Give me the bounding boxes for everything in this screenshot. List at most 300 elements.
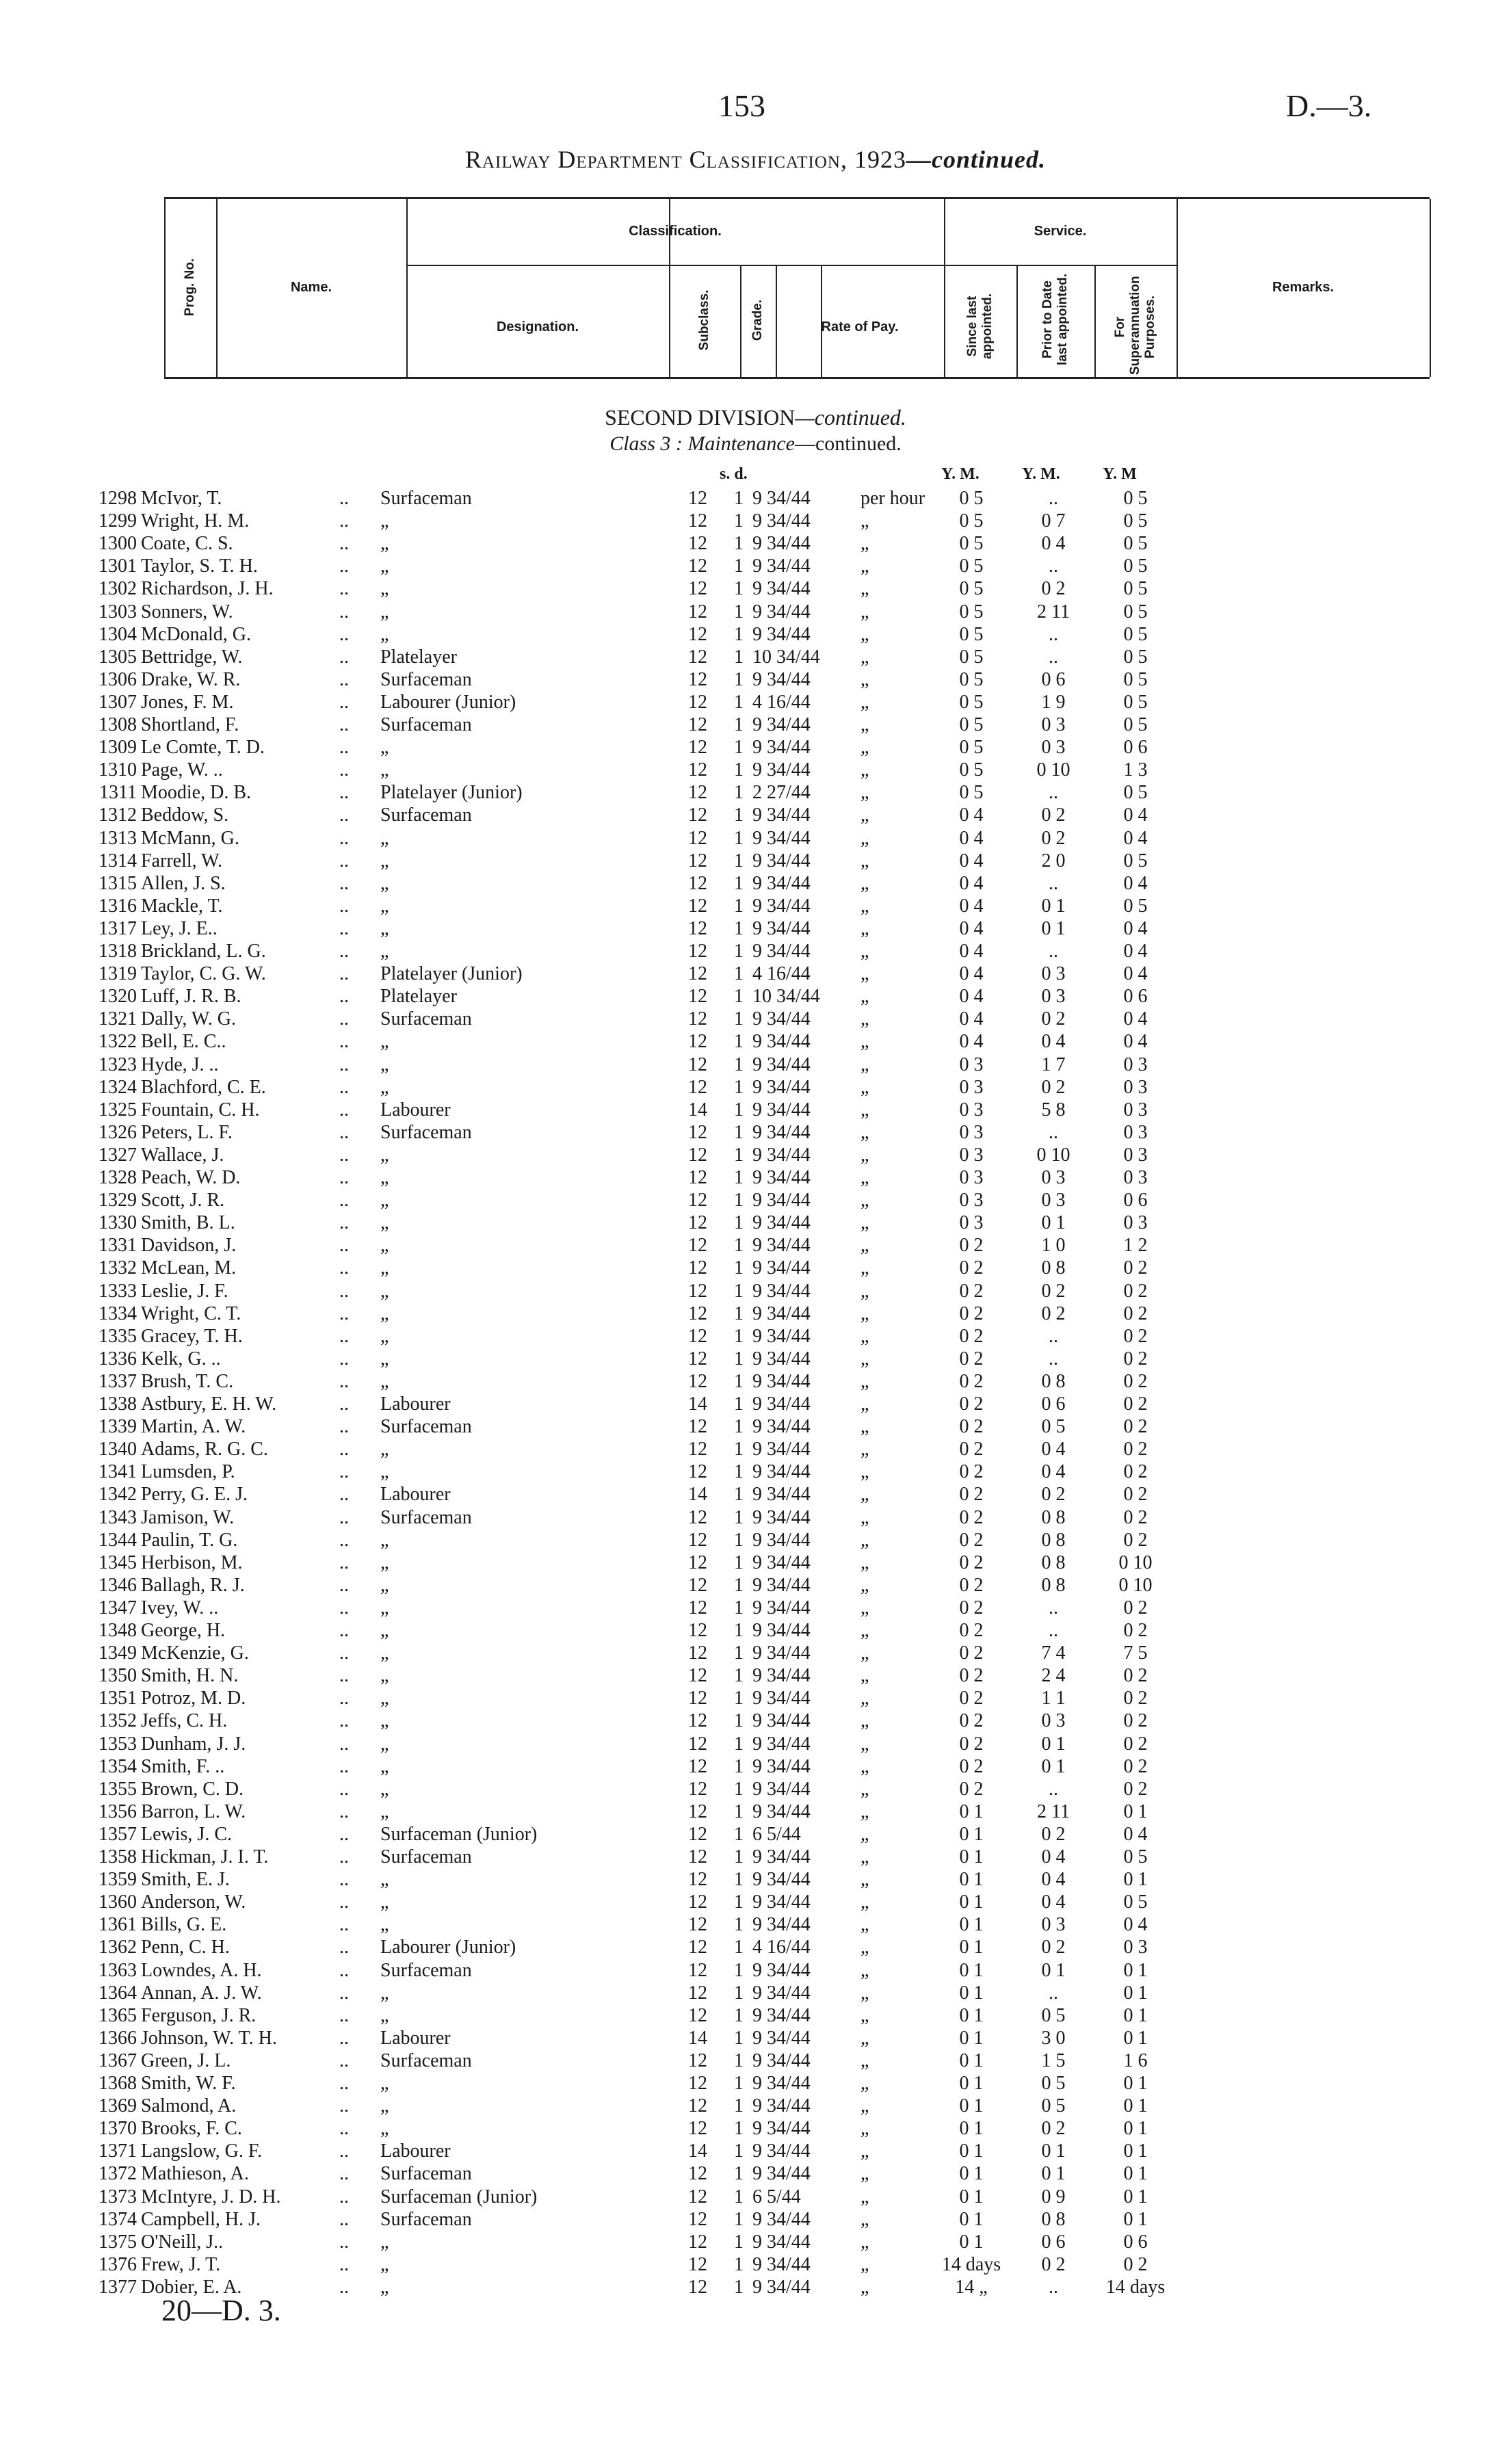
table-row (0, 1053, 1511, 1076)
table-row (0, 1121, 1511, 1144)
table-row (0, 1982, 1511, 2004)
row-subclass: 12 (688, 2004, 707, 2026)
row-since-last: 0 2 (959, 1574, 984, 1596)
row-super: 0 4 (1123, 1914, 1148, 1936)
row-since-last: 0 2 (959, 1416, 984, 1438)
row-per: „ (860, 827, 869, 849)
row-prior: 0 1 (1041, 1212, 1066, 1234)
row-since-last: 0 2 (959, 1506, 984, 1528)
row-since-last: 0 4 (959, 1008, 984, 1030)
row-number: 1302 (98, 578, 137, 600)
row-rate: 10 34/44 (752, 986, 820, 1008)
row-number: 1377 (98, 2276, 137, 2298)
row-designation: „ (380, 1280, 389, 1302)
row-number: 1347 (98, 1597, 137, 1618)
leader-dots: .. (339, 1823, 349, 1845)
row-grade: 1 (734, 1937, 744, 1958)
row-number: 1339 (98, 1416, 137, 1438)
row-number: 1298 (98, 488, 137, 509)
row-subclass: 12 (688, 1439, 707, 1460)
row-number: 1305 (98, 646, 137, 668)
table-row (0, 1936, 1511, 1958)
row-number: 1330 (98, 1212, 137, 1234)
row-number: 1314 (98, 850, 137, 871)
row-per: „ (860, 2276, 869, 2298)
row-per: „ (860, 1597, 869, 1618)
row-name: Adams, R. G. C. (141, 1439, 268, 1460)
row-super: 0 4 (1123, 1031, 1148, 1053)
row-subclass: 12 (688, 1733, 707, 1755)
row-subclass: 12 (688, 850, 707, 871)
leader-dots: .. (339, 714, 349, 735)
table-row (0, 668, 1511, 691)
row-super: 0 4 (1123, 1008, 1148, 1030)
row-subclass: 14 (688, 1393, 707, 1415)
row-designation: „ (380, 601, 389, 622)
row-grade: 1 (734, 2186, 744, 2207)
row-rate: 10 34/44 (752, 646, 820, 668)
row-designation: Platelayer (380, 646, 457, 668)
leader-dots: .. (339, 963, 349, 985)
row-name: Page, W. .. (141, 759, 223, 781)
leader-dots: .. (339, 2276, 349, 2298)
row-name: McIntyre, J. D. H. (141, 2186, 281, 2207)
row-rate: 9 34/44 (752, 1370, 811, 1392)
row-name: Potroz, M. D. (141, 1688, 246, 1709)
row-number: 1300 (98, 533, 137, 555)
row-prior: 0 3 (1041, 1190, 1066, 1211)
row-prior: 0 2 (1041, 2253, 1066, 2275)
row-designation: „ (380, 1348, 389, 1369)
table-row (0, 1959, 1511, 1982)
row-designation: Labourer (380, 1393, 451, 1415)
row-grade: 1 (734, 917, 744, 939)
row-since-last: 0 1 (959, 1823, 984, 1845)
row-rate: 9 34/44 (752, 2276, 811, 2298)
row-grade: 1 (734, 1167, 744, 1188)
leader-dots: .. (339, 1167, 349, 1188)
row-subclass: 14 (688, 1099, 707, 1120)
row-super: 0 6 (1123, 1190, 1148, 1211)
row-per: „ (860, 2004, 869, 2026)
row-grade: 1 (734, 555, 744, 577)
row-subclass: 12 (688, 1823, 707, 1845)
row-grade: 1 (734, 2140, 744, 2162)
row-grade: 1 (734, 1642, 744, 1664)
row-prior: 2 4 (1041, 1665, 1066, 1687)
row-name: Brush, T. C. (141, 1370, 234, 1392)
row-grade: 1 (734, 1778, 744, 1800)
row-per: „ (860, 1370, 869, 1392)
row-rate: 9 34/44 (752, 759, 811, 781)
row-designation: Surfaceman (380, 668, 472, 690)
row-designation: „ (380, 2073, 389, 2094)
row-grade: 1 (734, 2163, 744, 2185)
row-name: Lewis, J. C. (141, 1823, 232, 1845)
row-grade: 1 (734, 1982, 744, 2004)
row-subclass: 12 (688, 1121, 707, 1143)
table-row (0, 2186, 1511, 2208)
row-since-last: 0 1 (959, 2004, 984, 2026)
row-per: „ (860, 1099, 869, 1120)
row-designation: „ (380, 941, 389, 962)
row-grade: 1 (734, 1914, 744, 1936)
table-row (0, 532, 1511, 555)
row-grade: 1 (734, 1869, 744, 1891)
table-row (0, 1438, 1511, 1460)
leader-dots: .. (339, 1710, 349, 1732)
row-per: „ (860, 1302, 869, 1324)
row-super: 0 1 (1123, 2027, 1148, 2049)
table-row (0, 1370, 1511, 1393)
row-since-last: 0 4 (959, 804, 984, 826)
row-super: 0 5 (1123, 533, 1148, 555)
row-since-last: 0 5 (959, 533, 984, 555)
row-number: 1355 (98, 1778, 137, 1800)
row-rate: 9 34/44 (752, 1733, 811, 1755)
row-super: 14 days (1105, 2276, 1166, 2298)
row-since-last: 0 2 (959, 1551, 984, 1573)
table-row (0, 1574, 1511, 1597)
row-super: 0 6 (1123, 986, 1148, 1008)
row-rate: 9 34/44 (752, 1348, 811, 1369)
header-remarks: Remarks. (1272, 280, 1335, 295)
row-prior: 7 4 (1041, 1642, 1066, 1664)
leader-dots: .. (339, 1484, 349, 1506)
table-row (0, 1823, 1511, 1846)
row-super: 0 2 (1123, 1733, 1148, 1755)
table-row (0, 2049, 1511, 2072)
row-number: 1309 (98, 737, 137, 759)
row-since-last: 0 2 (959, 1280, 984, 1302)
row-subclass: 12 (688, 2118, 707, 2140)
row-name: Martin, A. W. (141, 1416, 246, 1438)
row-per: „ (860, 1325, 869, 1347)
row-designation: „ (380, 1597, 389, 1618)
row-designation: Surfaceman (380, 1506, 472, 1528)
row-super: 0 5 (1123, 601, 1148, 622)
row-name: Taylor, C. G. W. (141, 963, 266, 985)
class-name: Maintenance (687, 432, 795, 455)
row-prior: 0 8 (1041, 1574, 1066, 1596)
row-grade: 1 (734, 2231, 744, 2253)
row-number: 1336 (98, 1348, 137, 1369)
row-grade: 1 (734, 1551, 744, 1573)
row-prior: 0 3 (1041, 737, 1066, 759)
row-since-last: 0 5 (959, 578, 984, 600)
row-name: Ley, J. E.. (141, 917, 218, 939)
row-subclass: 12 (688, 1302, 707, 1324)
row-super: 0 2 (1123, 1620, 1148, 1641)
unit-super: Y. M (1103, 465, 1137, 483)
row-subclass: 12 (688, 1620, 707, 1641)
row-grade: 1 (734, 1031, 744, 1053)
leader-dots: .. (339, 555, 349, 577)
row-rate: 9 34/44 (752, 2073, 811, 2094)
leader-dots: .. (339, 1755, 349, 1777)
row-designation: „ (380, 917, 389, 939)
row-number: 1334 (98, 1302, 137, 1324)
leader-dots: .. (339, 2253, 349, 2275)
row-rate: 9 34/44 (752, 1325, 811, 1347)
row-since-last: 0 4 (959, 850, 984, 871)
row-super: 0 5 (1123, 895, 1148, 917)
row-name: Leslie, J. F. (141, 1280, 228, 1302)
row-designation: Surfaceman (380, 488, 472, 509)
row-since-last: 0 5 (959, 714, 984, 735)
row-number: 1353 (98, 1733, 137, 1755)
row-rate: 9 34/44 (752, 510, 811, 532)
row-number: 1358 (98, 1846, 137, 1867)
row-since-last: 0 5 (959, 555, 984, 577)
row-number: 1333 (98, 1280, 137, 1302)
row-grade: 1 (734, 1121, 744, 1143)
row-subclass: 12 (688, 623, 707, 645)
row-rate: 9 34/44 (752, 1846, 811, 1867)
row-designation: „ (380, 1461, 389, 1483)
leader-dots: .. (339, 1869, 349, 1891)
row-number: 1306 (98, 668, 137, 690)
table-row (0, 940, 1511, 962)
row-grade: 1 (734, 2118, 744, 2140)
row-number: 1374 (98, 2208, 137, 2230)
row-grade: 1 (734, 1620, 744, 1641)
leader-dots: .. (339, 804, 349, 826)
row-rate: 9 34/44 (752, 850, 811, 871)
row-number: 1316 (98, 895, 137, 917)
row-name: Perry, G. E. J. (141, 1484, 248, 1506)
row-per: „ (860, 1642, 869, 1664)
row-subclass: 12 (688, 691, 707, 713)
row-designation: Platelayer (380, 986, 457, 1008)
table-row (0, 1868, 1511, 1891)
row-prior: 0 6 (1041, 668, 1066, 690)
row-since-last: 0 5 (959, 510, 984, 532)
table-row (0, 1415, 1511, 1438)
row-since-last: 0 5 (959, 691, 984, 713)
row-rate: 9 34/44 (752, 1665, 811, 1687)
leader-dots: .. (339, 1642, 349, 1664)
table-row (0, 1211, 1511, 1234)
row-super: 0 2 (1123, 2253, 1148, 2275)
row-name: Taylor, S. T. H. (141, 555, 258, 577)
row-prior: 0 2 (1041, 1008, 1066, 1030)
row-since-last: 0 4 (959, 895, 984, 917)
row-since-last: 0 4 (959, 917, 984, 939)
row-designation: Surfaceman (380, 1959, 472, 1981)
row-per: „ (860, 1144, 869, 1166)
table-row (0, 1099, 1511, 1121)
row-per: „ (860, 759, 869, 781)
row-prior: 0 3 (1041, 1167, 1066, 1188)
row-name: Beddow, S. (141, 804, 229, 826)
row-name: McKenzie, G. (141, 1642, 249, 1664)
row-prior: 0 8 (1041, 1370, 1066, 1392)
row-subclass: 12 (688, 1235, 707, 1257)
row-grade: 1 (734, 1416, 744, 1438)
row-grade: 1 (734, 986, 744, 1008)
leader-dots: .. (339, 1439, 349, 1460)
row-designation: Labourer (380, 2140, 451, 2162)
leader-dots: .. (339, 1325, 349, 1347)
row-since-last: 0 2 (959, 1235, 984, 1257)
leader-dots: .. (339, 1574, 349, 1596)
table-header (164, 197, 1430, 379)
row-prior: 0 1 (1041, 1959, 1066, 1981)
row-designation: „ (380, 737, 389, 759)
row-name: Brickland, L. G. (141, 941, 266, 962)
row-prior: 1 7 (1041, 1053, 1066, 1075)
row-prior: 0 2 (1041, 804, 1066, 826)
row-grade: 1 (734, 533, 744, 555)
row-since-last: 14 days (941, 2253, 1001, 2275)
row-number: 1320 (98, 986, 137, 1008)
row-name: Hyde, J. .. (141, 1053, 219, 1075)
row-since-last: 0 1 (959, 2073, 984, 2094)
row-designation: „ (380, 2276, 389, 2298)
table-row (0, 2027, 1511, 2049)
row-name: Dally, W. G. (141, 1008, 236, 1030)
row-super: 0 2 (1123, 1325, 1148, 1347)
row-super: 1 6 (1123, 2049, 1148, 2071)
row-since-last: 0 2 (959, 1529, 984, 1551)
row-grade: 1 (734, 510, 744, 532)
row-grade: 1 (734, 1461, 744, 1483)
row-name: Astbury, E. H. W. (141, 1393, 277, 1415)
row-per: „ (860, 895, 869, 917)
row-prior: 0 5 (1041, 2073, 1066, 2094)
row-rate: 9 34/44 (752, 533, 811, 555)
row-subclass: 12 (688, 646, 707, 668)
row-since-last: 0 1 (959, 2208, 984, 2230)
row-rate: 9 34/44 (752, 1620, 811, 1641)
division-title: SECOND DIVISION (605, 405, 796, 430)
leader-dots: .. (339, 1212, 349, 1234)
row-super: 0 5 (1123, 691, 1148, 713)
row-number: 1365 (98, 2004, 137, 2026)
leader-dots: .. (339, 1506, 349, 1528)
row-designation: „ (380, 2095, 389, 2117)
row-grade: 1 (734, 1733, 744, 1755)
leader-dots: .. (339, 1620, 349, 1641)
row-subclass: 12 (688, 1167, 707, 1188)
row-rate: 9 34/44 (752, 2253, 811, 2275)
row-designation: „ (380, 1031, 389, 1053)
row-grade: 1 (734, 691, 744, 713)
row-super: 0 2 (1123, 1597, 1148, 1618)
row-since-last: 0 2 (959, 1439, 984, 1460)
row-subclass: 12 (688, 533, 707, 555)
row-since-last: 0 1 (959, 1982, 984, 2004)
row-designation: Platelayer (Junior) (380, 963, 523, 985)
row-grade: 1 (734, 1370, 744, 1392)
row-rate: 9 34/44 (752, 1529, 811, 1551)
row-per: „ (860, 986, 869, 1008)
leader-dots: .. (339, 2186, 349, 2207)
row-prior: 0 5 (1041, 2004, 1066, 2026)
row-since-last: 0 3 (959, 1099, 984, 1120)
row-number: 1318 (98, 941, 137, 962)
row-super: 0 1 (1123, 1869, 1148, 1891)
row-name: Bell, E. C.. (141, 1031, 226, 1053)
row-grade: 1 (734, 1099, 744, 1120)
row-subclass: 12 (688, 488, 707, 509)
row-prior: 0 3 (1041, 714, 1066, 735)
row-subclass: 12 (688, 1325, 707, 1347)
row-since-last: 0 1 (959, 1869, 984, 1891)
row-number: 1324 (98, 1076, 137, 1098)
row-grade: 1 (734, 1891, 744, 1913)
row-rate: 9 34/44 (752, 1257, 811, 1279)
row-designation: „ (380, 1167, 389, 1188)
row-designation: Labourer (380, 2027, 451, 2049)
row-rate: 6 5/44 (752, 1823, 801, 1845)
row-per: „ (860, 555, 869, 577)
row-super: 0 4 (1123, 1823, 1148, 1845)
table-row (0, 555, 1511, 577)
row-grade: 1 (734, 1008, 744, 1030)
row-super: 0 1 (1123, 2118, 1148, 2140)
row-per: „ (860, 1574, 869, 1596)
row-rate: 2 27/44 (752, 782, 811, 804)
row-number: 1371 (98, 2140, 137, 2162)
row-number: 1372 (98, 2163, 137, 2185)
row-rate: 9 34/44 (752, 737, 811, 759)
row-subclass: 12 (688, 1959, 707, 1981)
row-super: 0 1 (1123, 2208, 1148, 2230)
row-rate: 9 34/44 (752, 1121, 811, 1143)
leader-dots: .. (339, 2208, 349, 2230)
row-name: Wallace, J. (141, 1144, 224, 1166)
row-name: Ballagh, R. J. (141, 1574, 245, 1596)
row-super: 0 3 (1123, 1053, 1148, 1075)
row-per: „ (860, 737, 869, 759)
row-prior: .. (1049, 1778, 1058, 1800)
row-prior: .. (1049, 555, 1058, 577)
row-subclass: 12 (688, 510, 707, 532)
row-subclass: 12 (688, 941, 707, 962)
row-name: Luff, J. R. B. (141, 986, 241, 1008)
row-subclass: 12 (688, 2208, 707, 2230)
table-row (0, 827, 1511, 850)
leader-dots: .. (339, 2231, 349, 2253)
row-number: 1313 (98, 827, 137, 849)
leader-dots: .. (339, 1959, 349, 1981)
row-since-last: 0 5 (959, 601, 984, 622)
row-designation: „ (380, 1190, 389, 1211)
row-since-last: 0 2 (959, 1755, 984, 1777)
row-super: 0 1 (1123, 2073, 1148, 2094)
row-per: „ (860, 1665, 869, 1687)
leader-dots: .. (339, 1121, 349, 1143)
row-prior: 0 2 (1041, 578, 1066, 600)
row-since-last: 0 3 (959, 1076, 984, 1098)
row-designation: Surfaceman (380, 1846, 472, 1867)
table-row (0, 872, 1511, 895)
row-number: 1332 (98, 1257, 137, 1279)
row-rate: 9 34/44 (752, 2118, 811, 2140)
leader-dots: .. (339, 533, 349, 555)
leader-dots: .. (339, 2049, 349, 2071)
leader-dots: .. (339, 1891, 349, 1913)
row-name: McLean, M. (141, 1257, 237, 1279)
row-rate: 9 34/44 (752, 488, 811, 509)
row-since-last: 0 1 (959, 2140, 984, 2162)
leader-dots: .. (339, 1257, 349, 1279)
row-number: 1299 (98, 510, 137, 532)
row-rate: 9 34/44 (752, 1778, 811, 1800)
row-name: McDonald, G. (141, 623, 251, 645)
